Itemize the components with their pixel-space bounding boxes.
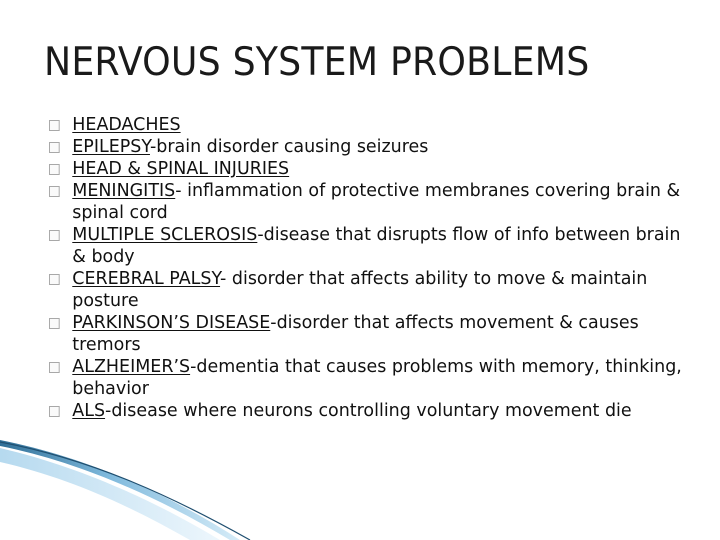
item-term: ALS	[72, 400, 106, 421]
item-description: - inflammation of protective membranes covering brain & spinal cord	[72, 180, 681, 223]
item-description: -disorder that affects movement & causes tremors	[72, 312, 639, 355]
list-item	[49, 312, 693, 356]
bullet-icon	[49, 274, 60, 285]
slide-title: NERVOUS SYSTEM PROBLEMS	[44, 40, 590, 85]
item-description: - disorder that affects ability to move & maintain posture	[72, 268, 648, 311]
list-item	[49, 356, 693, 400]
list-item	[49, 400, 693, 422]
item-term: ALZHEIMER’S	[72, 356, 191, 377]
item-term: MENINGITIS	[72, 180, 176, 201]
item-description: -disease that disrupts flow of info between brain & body	[72, 224, 681, 267]
item-description: -disease where neurons controlling voluntary movement die	[105, 400, 632, 421]
bullet-icon	[49, 362, 60, 373]
bullet-icon	[49, 142, 60, 153]
item-term: PARKINSON’S DISEASE	[72, 312, 271, 333]
list-item	[49, 224, 693, 268]
bullet-icon	[49, 406, 60, 417]
list-item	[49, 136, 693, 158]
item-term: EPILEPSY	[72, 136, 150, 157]
item-term: HEAD & SPINAL INJURIES	[72, 158, 290, 179]
bullet-icon	[49, 230, 60, 241]
wave-band-light	[0, 448, 220, 540]
wave-decoration	[0, 440, 720, 540]
list-item	[49, 180, 693, 224]
list-item	[49, 114, 693, 136]
item-term: CEREBRAL PALSY	[72, 268, 221, 289]
list-item	[49, 158, 693, 180]
item-description: -brain disorder causing seizures	[149, 136, 429, 157]
bullet-icon	[49, 318, 60, 329]
bullet-icon	[49, 164, 60, 175]
bullet-icon	[49, 120, 60, 131]
item-term: MULTIPLE SCLEROSIS	[72, 224, 258, 245]
problem-list	[49, 114, 682, 422]
item-description: -dementia that causes problems with memory, thinking, behavior	[72, 356, 682, 399]
bullet-icon	[49, 186, 60, 197]
item-term: HEADACHES	[72, 114, 181, 135]
list-item	[49, 268, 693, 312]
